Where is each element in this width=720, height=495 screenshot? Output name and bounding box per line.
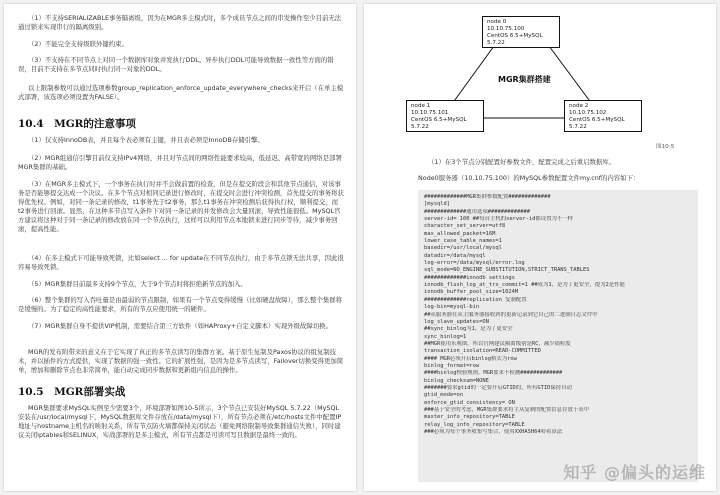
watermark-text: 知乎 @偏头的运维 (563, 463, 706, 482)
node2-ip: 10.10.75.102 (569, 110, 607, 116)
code-line: max_allowed_packet=16M (424, 230, 496, 237)
code-line: enforce_gtid_consistency= ON (424, 399, 515, 406)
code-line: ###必须为每个事务收集写集合，使用XXHASH64哈希算法 (424, 429, 563, 435)
code-line: lower_case_table_names=1 (424, 238, 502, 245)
limit-option-note: 以上限制参数可以通过选项参数group_replication_enforce_update_everywhere_checks来开启（在单主模式部署，该选项必须设置为FALSE）。 (18, 84, 344, 101)
node1-box (406, 100, 484, 132)
code-line: basedir=/usr/local/mysql (424, 245, 502, 252)
node2-os: CentOS 6.5+MySQL 5.7.22 (569, 117, 625, 130)
figure-caption: 图10-5 (656, 144, 675, 150)
code-line: innodb_flush_log_at_trx_commit=1 ##成为1，是为了更安全，提为2是性能 (424, 282, 625, 289)
code-line: #############replication 复制配置 (424, 296, 527, 303)
node2-name: node 2 (569, 103, 589, 109)
code-line: #######要求gtid的一定要开启GTID的，所有GTID保持自动 (424, 384, 572, 391)
note-3: （3）在MGR多主模式下，一个事务在执行时并不会做前置的检查，但是在提交阶段会和其他节点通信，对该事务是否能够提交达成一个决议。在多个节点对相同记录进行修改时，在提交时会进行冲突检测，首先提交的事务将获得优先权。例如，对同一条记录的修改，t1事务先于t2事务，那么t1事务在冲突检测后获得执行权，顺利提交，而t2事务进行回滚。显然，在这种多节点写入条件下对同一条记录的并发修改会大量回滚，导致性能很低。MySQL官方建议将这种对于同一条记录的修改放在同一个节点执行，这样可以利用节点本地锁来进行同步等待，减少事务回滚，提高性能。 (18, 180, 344, 233)
code-line: log-error=/data/mysql/error.log (424, 260, 525, 267)
code-line: ##MGR使用乐观锁，所以官网建议隔离级别是RC，减少锁粒度 (424, 340, 571, 347)
code-line: sql_mode=NO_ENGINE_SUBSTITUTION,STRICT_TRANS_TABLES (424, 267, 590, 274)
note-6: （6）整个集群的写入吞吐量是由最弱的节点限制，如果有一个节点变得缓慢（比如硬盘故障），那么整个集群将是缓慢的。为了稳定的高性能要求，所有的节点应使用统一的硬件。 (18, 296, 343, 313)
code-line: transaction_isolation=READ-COMMITTED (424, 348, 541, 355)
code-line: master_info_repository=TABLE (424, 414, 515, 421)
code-line: #############MGR集群参数配置############# (424, 194, 551, 200)
left-page (4, 4, 356, 491)
node1-ip: 10.10.75.101 (411, 110, 449, 116)
note-2: （2）MGR组通信引擎目前仅支持IPv4网络，并且对节点间的网络性能要求较高，低延迟、高带宽的网络是部署MGR集群的基础。 (18, 154, 342, 171)
config-node0-intro: Node0服务器（10.10.75.100）的MySQL参数配置文件my.cnf的内容如下： (418, 174, 640, 182)
mycnf-code-block (418, 190, 698, 482)
link-node0-node2 (549, 46, 592, 104)
node2-box (564, 100, 642, 132)
node0-os: CentOS 6.5+MySQL 5.7.22 (487, 33, 543, 46)
node0-name: node 0 (487, 19, 507, 25)
note-4: （4）在多主模式下可能导致死锁，比如select ... for update在不同节点执行，由于多节点锁无法共享，因此很容易导致死锁。 (18, 254, 344, 271)
section-heading-10-5: 10.5 MGR部署实战 (18, 386, 126, 398)
code-line: binlog_format=row (424, 362, 480, 369)
code-line: datadir=/data/mysql (424, 252, 486, 259)
mgr-summary: MGR的发布附带来的意义在于它实现了真正的多节点读写的集群方案。基于原生复制及Paxos协议的组复制技术，并以插件的方式提供，实现了数据的强一致性。它的扩展性强，是因为是多节点读写，Failover切换变得更加简单，增加和删除节点也非常简单，能自动完成同步数据和更新组内信息的操作。 (18, 348, 344, 374)
code-line: [mysqld] (424, 201, 450, 208)
code-line: ###基于安全的考虑，MGR集群要求将主从复制的配置信息存放于表中 (424, 406, 590, 413)
link-node0-node1 (452, 46, 494, 104)
note-7: （7）MGR集群自身不提供VIP机制，需要结合第三方软件（如HAProxy+自定义脚本）实现外级故障切换。 (28, 322, 332, 330)
code-line: server-id= 100 ##每台主机的server-id都设置为不一样 (424, 216, 574, 223)
code-line: character_set_server=utf8 (424, 223, 506, 230)
code-line: relay_log_info_repository=TABLE (424, 421, 525, 428)
node1-os: CentOS 6.5+MySQL 5.7.22 (411, 117, 467, 130)
code-line: #### MGR必须开启binlog格式为row (424, 355, 517, 362)
node0-box (482, 16, 560, 48)
deploy-intro: MGR集群要求MySQL实例至少需要3个，环境部署如图10-5所示，3个节点已安装好MySQL 5.7.22（MySQL安装在/usr/local/mysql下，MySQL数据库文件存放在/data/mysql下），所有节点必须在/etc/hosts文件中配置IP地址与hostname主机名的映射关系，所有节点防火墙都保持关闭状态（避免网络限制导致集群通信失败），同时建议关闭iptables和SELINUX，实战部署的是多主模式，所有节点都是可读可写且数据是最终一致的。 (18, 404, 342, 439)
note-1: （1）仅支持InnoDB表，并且每个表必须有主键，并且表必须是InnoDB存储引擎。 (28, 136, 264, 144)
code-line: #############innodb settings (424, 274, 515, 281)
mgr-center-label: MGR集群搭建 (498, 75, 551, 84)
code-line: ##从服务器在从主服务器接收到的更新记录到它自己的二进制日志文件中 (424, 311, 598, 318)
code-line: ##sync_binlog为1，是为了更安全 (424, 326, 513, 333)
right-page (364, 4, 716, 491)
code-line: gtid_mode=on (424, 392, 463, 399)
config-step-1: （1）在3个节点分别配置好参数文件，配置完成之后重启数据库。 (428, 158, 616, 166)
node1-name: node 1 (411, 103, 431, 109)
limit-ddl: （3）不支持在不同节点上对同一个数据库对象并发执行DDL。异步执行DDL可能导致数据一致性等方面的错误，目前不支持在多节点同时执行同一对象的DDL。 (18, 56, 334, 73)
code-line: ####binlog校验规则，MGR要求不检测############# (424, 370, 563, 377)
code-line: binlog_checksum=NONE (424, 377, 489, 384)
section-heading-10-4: 10.4 MGR的注意事项 (18, 118, 136, 130)
note-5: （5）MGR集群目前最多支持9个节点，大于9个节点时将拒绝新节点的加入。 (28, 280, 247, 288)
node0-ip: 10.10.75.100 (487, 26, 525, 32)
code-line: innodb_buffer_pool_size=1024M (424, 289, 519, 296)
code-line: sync_binlog=1 (424, 333, 467, 340)
limit-foreign-key: （2）不能完全支持级联外键约束。 (28, 40, 128, 48)
code-line: log-bin=mysql-bin (424, 304, 480, 311)
code-line: log_slave_updates=ON (424, 318, 489, 325)
code-line: #############通用选项############# (424, 208, 530, 215)
limit-serializable: （1）不支持SERIALIZABLE事务隔离级，因为在MGR多主模式时，多个成员节点之间的串发操作至少目前无法通过锁来实现串行的隔离级别。 (18, 14, 342, 31)
